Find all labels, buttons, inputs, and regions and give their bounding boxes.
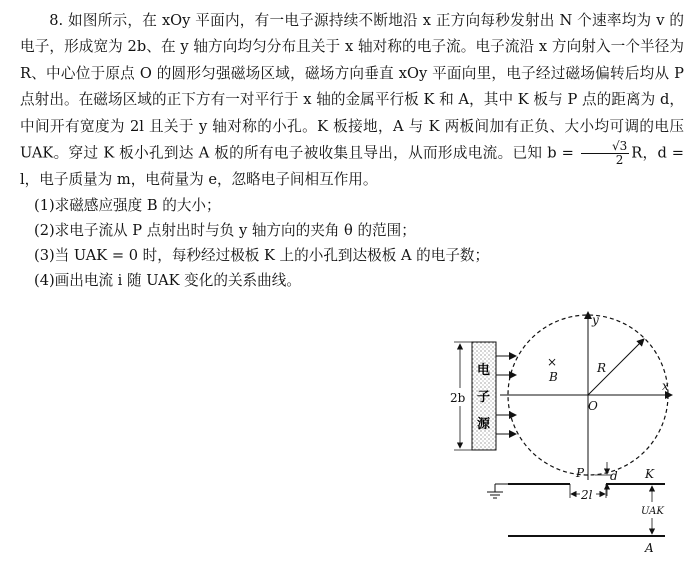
- label-cross: ×: [547, 355, 558, 369]
- problem-stem: [20, 8, 684, 193]
- question-3: (3)当 UAK = 0 时，每秒经过极板 K 上的小孔到达极板 A 的电子数；: [34, 247, 490, 265]
- fraction-numerator: √3: [581, 140, 629, 154]
- label-R: R: [597, 361, 607, 375]
- label-uak: UAK: [641, 506, 664, 517]
- label-y: y: [592, 313, 599, 327]
- fraction-denominator: 2: [615, 153, 624, 168]
- label-A: A: [645, 541, 654, 555]
- problem-number: 8.: [49, 12, 64, 29]
- label-K: K: [645, 467, 654, 481]
- problem-text: [20, 8, 684, 293]
- question-1: (1)求磁感应强度 B 的大小；: [34, 197, 221, 215]
- stem-part2: R，d = l，电子质量为 m，电荷量为 e，忽略电子间相互作用。: [20, 144, 685, 189]
- label-B: B: [549, 370, 558, 384]
- label-2l: 2l: [581, 488, 593, 502]
- source-char-2: 子: [477, 390, 491, 405]
- label-2b: 2b: [450, 391, 466, 405]
- label-P: P: [576, 466, 585, 480]
- source-char-1: 电: [477, 363, 491, 378]
- question-2: (2)求电子流从 P 点射出时与负 y 轴方向的夹角 θ 的范围；: [34, 222, 416, 240]
- stem-part1: 如图所示，在 xOy 平面内，有一电子源持续不断地沿 x 正方向每秒发射出 N 个速率均为 v 的电子，形成宽为 2b、在 y 轴方向均匀分布且关于 x 轴对称的电子流。电子流沿 x 方向射入一个半径为 R、中心位于原点 O 的圆形匀强磁场区域，磁场方向垂直 xOy 平面向里，电子经过磁场偏转后均从 P 点射出。在磁场区域的正下方有一对平行于 x 轴的金属平行板 K 和 A，其中 K 板与 P 点的距离为 d，中间开有宽度为 2l 且关于 y 轴对称的小孔。K 板接地，A 与 K 两板间加有正负、大小均可调的电压 UAK。穿过 K 板小孔到达 A 板的所有电子被收集且导出，从而形成电流。已知 b =: [20, 12, 684, 162]
- label-d: d: [610, 469, 618, 483]
- label-x: x: [662, 379, 669, 393]
- source-char-3: 源: [477, 417, 491, 432]
- label-O: O: [588, 399, 598, 413]
- diagram-svg: [440, 310, 700, 570]
- physics-diagram: [440, 310, 700, 570]
- fraction-b: [581, 140, 629, 167]
- question-4: (4)画出电流 i 随 UAK 变化的关系曲线。: [34, 272, 301, 290]
